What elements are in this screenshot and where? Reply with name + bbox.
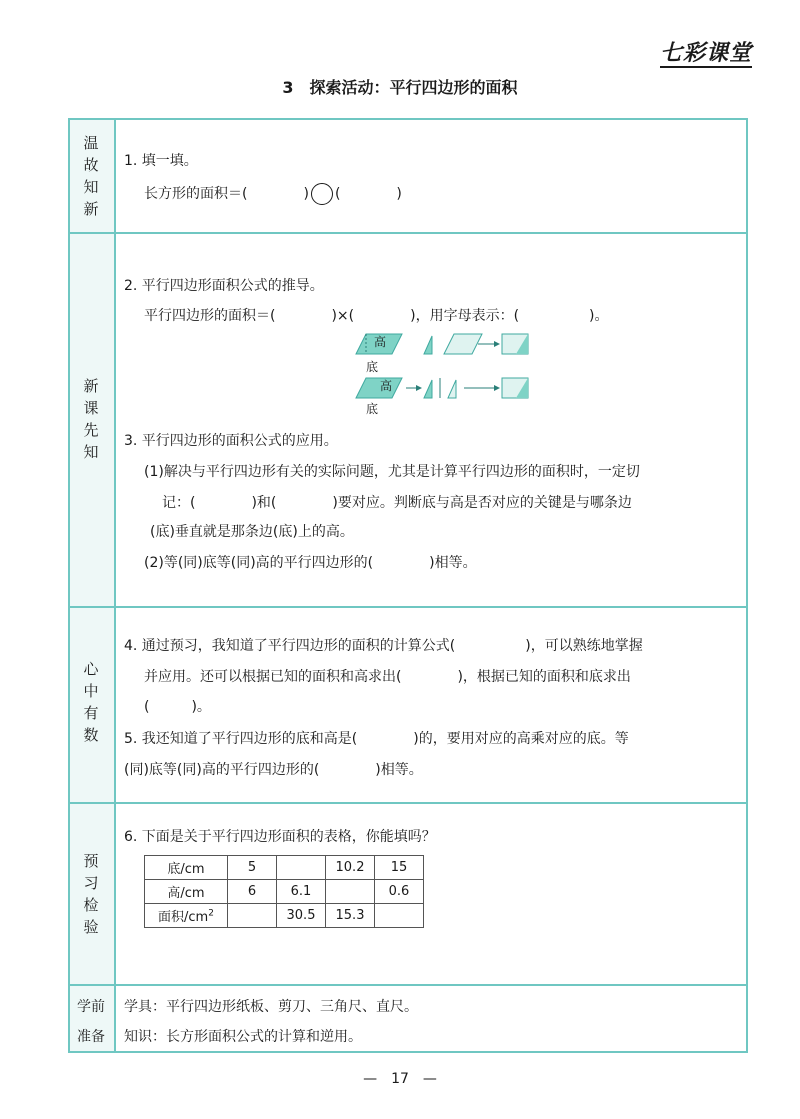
table-cell bbox=[326, 880, 375, 904]
label-char: 有 bbox=[83, 704, 99, 722]
section-divider bbox=[68, 606, 748, 608]
q6-title: 6. 下面是关于平行四边形面积的表格，你能填吗？ bbox=[124, 829, 436, 845]
q3-title: 3. 平行四边形的面积公式的应用。 bbox=[124, 433, 338, 449]
q1-line bbox=[144, 183, 402, 205]
q1-text-a: 长方形的面积＝( ) bbox=[144, 186, 309, 202]
prep-knowledge: 知识：长方形面积公式的计算和逆用。 bbox=[124, 1029, 362, 1045]
diagram-height-label: 高 bbox=[374, 335, 387, 349]
table-cell: 30.5 bbox=[277, 904, 326, 928]
triangle-piece bbox=[424, 336, 432, 354]
table-cell: 10.2 bbox=[326, 856, 375, 880]
triangle-piece bbox=[424, 380, 432, 398]
q1-title: 1. 填一填。 bbox=[124, 153, 198, 169]
q2-text: 平行四边形的面积＝( )×( )，用字母表示：( )。 bbox=[144, 308, 609, 324]
q2-title: 2. 平行四边形面积公式的推导。 bbox=[124, 278, 324, 294]
label-char: 新 bbox=[83, 200, 99, 218]
section-label-prep-2: 准备 bbox=[77, 1029, 105, 1045]
section-label-new-knowledge bbox=[68, 375, 114, 463]
q4-line3: ( )。 bbox=[144, 699, 211, 715]
table-cell bbox=[375, 904, 424, 928]
label-char: 故 bbox=[83, 156, 99, 174]
q1-text-b: ( ) bbox=[334, 186, 402, 202]
label-char: 数 bbox=[83, 726, 99, 744]
table-cell: 5 bbox=[228, 856, 277, 880]
diagram-base-label: 底 bbox=[366, 360, 379, 374]
label-char: 习 bbox=[83, 874, 99, 892]
column-divider bbox=[114, 118, 116, 1053]
q5-line2: (同)底等(同)高的平行四边形的( )相等。 bbox=[124, 762, 423, 778]
label-char: 课 bbox=[83, 399, 99, 417]
unit-exponent: 2 bbox=[208, 908, 214, 919]
diagram-height-label: 高 bbox=[380, 379, 393, 393]
q3-p1-line3: (底)垂直就是那条边(底)上的高。 bbox=[150, 524, 354, 540]
table-cell bbox=[228, 904, 277, 928]
table-row-header bbox=[145, 904, 228, 928]
label-char: 知 bbox=[83, 178, 99, 196]
arrow-head-icon bbox=[494, 385, 500, 391]
table-cell: 6 bbox=[228, 880, 277, 904]
table-cell bbox=[277, 856, 326, 880]
brand-logo bbox=[660, 34, 770, 74]
prep-tools: 学具：平行四边形纸板、剪刀、三角尺、直尺。 bbox=[124, 999, 418, 1015]
page-number: — 17 — bbox=[363, 1071, 437, 1087]
arrow-head-icon bbox=[416, 385, 422, 391]
table-row-header: 底/cm bbox=[145, 856, 228, 880]
logo-underline bbox=[660, 66, 752, 68]
label-char: 新 bbox=[83, 377, 99, 395]
arrow-head-icon bbox=[494, 341, 500, 347]
derivation-diagram bbox=[352, 330, 532, 416]
table-row bbox=[145, 880, 424, 904]
q5-line1: 5. 我还知道了平行四边形的底和高是( )的，要用对应的高乘对应的底。等 bbox=[124, 731, 629, 747]
table-row-header-text: 面积/cm bbox=[158, 910, 209, 925]
triangle-piece bbox=[448, 380, 456, 398]
label-char: 知 bbox=[83, 443, 99, 461]
table-cell: 0.6 bbox=[375, 880, 424, 904]
label-char: 验 bbox=[83, 918, 99, 936]
parallelogram-shape bbox=[356, 378, 402, 398]
label-char: 预 bbox=[83, 852, 99, 870]
page-title: 3 探索活动：平行四边形的面积 bbox=[282, 78, 518, 97]
label-char: 温 bbox=[83, 134, 99, 152]
diagram-base-label: 底 bbox=[366, 402, 379, 416]
section-label-review bbox=[68, 132, 114, 220]
shifted-shape bbox=[444, 334, 482, 354]
q3-p2: (2)等(同)底等(同)高的平行四边形的( )相等。 bbox=[144, 555, 477, 571]
section-divider bbox=[68, 232, 748, 234]
table-cell: 15 bbox=[375, 856, 424, 880]
table-row bbox=[145, 904, 424, 928]
table-row-header: 高/cm bbox=[145, 880, 228, 904]
q4-line2: 并应用。还可以根据已知的面积和高求出( )，根据已知的面积和底求出 bbox=[144, 669, 631, 685]
section-divider bbox=[68, 802, 748, 804]
q3-p1-line1: (1)解决与平行四边形有关的实际问题，尤其是计算平行四边形的面积时，一定切 bbox=[144, 464, 640, 480]
label-char: 心 bbox=[83, 660, 99, 678]
q3-p1-line2: 记：( )和( )要对应。判断底与高是否对应的关键是与哪条边 bbox=[162, 495, 632, 511]
section-label-check bbox=[68, 850, 114, 938]
label-char: 检 bbox=[83, 896, 99, 914]
blank-circle-icon bbox=[311, 183, 333, 205]
label-char: 先 bbox=[83, 421, 99, 439]
table-row bbox=[145, 856, 424, 880]
section-divider bbox=[68, 984, 748, 986]
q4-line1: 4. 通过预习，我知道了平行四边形的面积的计算公式( )，可以熟练地掌握 bbox=[124, 638, 643, 654]
logo-text: 七彩课堂 bbox=[660, 40, 753, 66]
table-cell: 15.3 bbox=[326, 904, 375, 928]
area-table bbox=[144, 855, 424, 928]
label-char: 中 bbox=[83, 682, 99, 700]
table-cell: 6.1 bbox=[277, 880, 326, 904]
section-label-mind bbox=[68, 658, 114, 746]
section-label-prep-1: 学前 bbox=[77, 999, 105, 1015]
